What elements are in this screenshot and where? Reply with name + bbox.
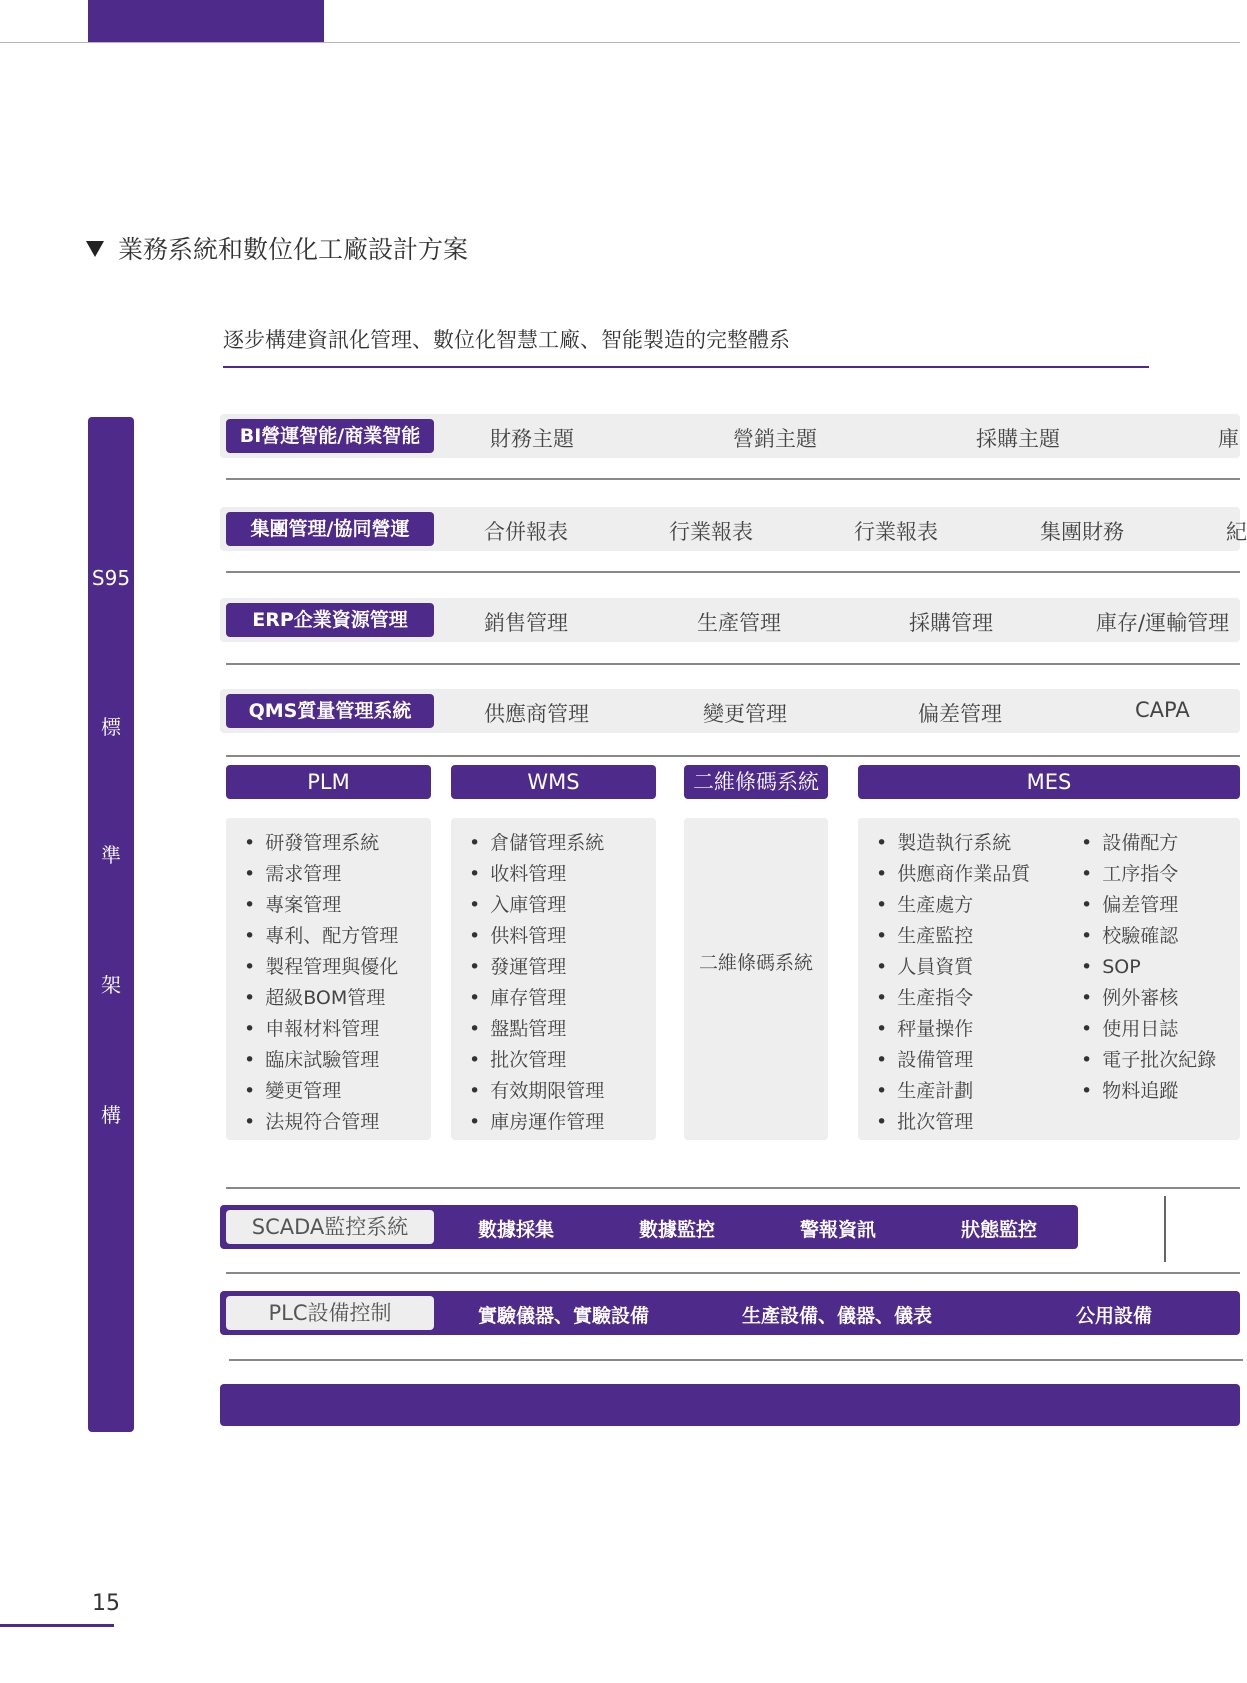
- list-item: • 製程管理與優化: [244, 952, 431, 983]
- row-item: 庫: [1218, 427, 1239, 451]
- list-item: • 臨床試驗管理: [244, 1045, 431, 1076]
- row-item: 營銷主題: [733, 427, 817, 451]
- list-item: • 有效期限管理: [469, 1076, 656, 1107]
- qr-header: 二維條碼系統: [684, 765, 828, 799]
- side-label-char: 架: [101, 973, 121, 997]
- page-number: 15: [92, 1591, 120, 1616]
- wms-box: [451, 818, 656, 1140]
- wms-list: [451, 818, 656, 1138]
- erp-tag: ERP企業資源管理: [226, 603, 434, 637]
- side-label-char: 標: [101, 715, 121, 739]
- list-item: • 生產指令: [876, 983, 1030, 1014]
- list-item: • 超級BOM管理: [244, 983, 431, 1014]
- list-item: • 盤點管理: [469, 1014, 656, 1045]
- list-item: • 批次管理: [876, 1107, 1030, 1138]
- row-item: 銷售管理: [484, 611, 568, 635]
- group-tag: 集團管理/協同營運: [226, 512, 434, 546]
- list-item: • 法規符合管理: [244, 1107, 431, 1138]
- header-rule: [0, 42, 1240, 43]
- list-item: • 專利、配方管理: [244, 921, 431, 952]
- list-item: • 秤量操作: [876, 1014, 1030, 1045]
- list-item: • 入庫管理: [469, 890, 656, 921]
- list-item: • 設備配方: [1081, 828, 1216, 859]
- list-item: • 校驗確認: [1081, 921, 1216, 952]
- subtitle: 逐步構建資訊化管理、數位化智慧工廠、智能製造的完整體系: [223, 328, 790, 352]
- side-label-s95: S95: [91, 566, 131, 590]
- vertical-divider: [1164, 1196, 1166, 1262]
- row-item: 偏差管理: [918, 702, 1002, 726]
- list-item: • 倉儲管理系統: [469, 828, 656, 859]
- mes-box: [858, 818, 1240, 1140]
- list-item: • 使用日誌: [1081, 1014, 1216, 1045]
- header-accent-bar: [88, 0, 324, 42]
- side-label-char: 準: [101, 843, 121, 867]
- list-item: • 供應商作業品質: [876, 859, 1030, 890]
- row-item: 採購管理: [909, 611, 993, 635]
- scada-item: 數據採集: [478, 1219, 555, 1241]
- list-item: • 生產監控: [876, 921, 1030, 952]
- list-item: • 設備管理: [876, 1045, 1030, 1076]
- plc-item: 公用設備: [1076, 1305, 1153, 1327]
- mes-list-2: [1081, 828, 1216, 1107]
- list-item: • 需求管理: [244, 859, 431, 890]
- divider: [226, 1187, 1240, 1189]
- plm-list: [226, 818, 431, 1138]
- list-item: • 生產處方: [876, 890, 1030, 921]
- row-item: 集團財務: [1040, 520, 1124, 544]
- row-item: 採購主題: [976, 427, 1060, 451]
- list-item: • 變更管理: [244, 1076, 431, 1107]
- mes-header: MES: [858, 765, 1240, 799]
- mes-list-1: [876, 828, 1030, 1138]
- list-item: • 電子批次紀錄: [1081, 1045, 1216, 1076]
- triangle-down-icon: [86, 241, 104, 257]
- section-title: [86, 230, 468, 266]
- page-number-underline: [0, 1624, 114, 1627]
- plc-item: 生產設備、儀器、儀表: [742, 1305, 933, 1327]
- plc-tag: PLC設備控制: [226, 1296, 434, 1330]
- plm-header: PLM: [226, 765, 431, 799]
- list-item: • 偏差管理: [1081, 890, 1216, 921]
- scada-item: 狀態監控: [961, 1219, 1038, 1241]
- wms-header: WMS: [451, 765, 656, 799]
- plc-item: 實驗儀器、實驗設備: [478, 1305, 650, 1327]
- list-item: • 例外審核: [1081, 983, 1216, 1014]
- row-item: 行業報表: [669, 520, 753, 544]
- qms-tag: QMS質量管理系統: [226, 694, 434, 728]
- row-item: 供應商管理: [484, 702, 589, 726]
- divider: [229, 1359, 1243, 1361]
- row-item: 庫存/運輸管理: [1096, 611, 1230, 635]
- row-item: 變更管理: [703, 702, 787, 726]
- row-item: CAPA: [1135, 698, 1190, 722]
- list-item: • 工序指令: [1081, 859, 1216, 890]
- qr-body: 二維條碼系統: [698, 952, 813, 974]
- plm-box: [226, 818, 431, 1140]
- list-item: • 發運管理: [469, 952, 656, 983]
- scada-item: 警報資訊: [800, 1219, 877, 1241]
- list-item: • 收料管理: [469, 859, 656, 890]
- divider: [226, 755, 1240, 757]
- bottom-band: [220, 1384, 1240, 1426]
- list-item: • 庫房運作管理: [469, 1107, 656, 1138]
- row-item: 行業報表: [854, 520, 938, 544]
- list-item: • SOP: [1081, 952, 1216, 983]
- list-item: • 專案管理: [244, 890, 431, 921]
- subtitle-underline: [223, 366, 1149, 368]
- list-item: • 庫存管理: [469, 983, 656, 1014]
- row-item: 生產管理: [697, 611, 781, 635]
- list-item: • 申報材料管理: [244, 1014, 431, 1045]
- bi-tag: BI營運智能/商業智能: [226, 419, 434, 453]
- list-item: • 物料追蹤: [1081, 1076, 1216, 1107]
- row-item: 紀: [1226, 520, 1247, 544]
- scada-item: 數據監控: [639, 1219, 716, 1241]
- list-item: • 製造執行系統: [876, 828, 1030, 859]
- row-item: 合併報表: [484, 520, 568, 544]
- divider: [226, 1272, 1240, 1274]
- list-item: • 人員資質: [876, 952, 1030, 983]
- scada-tag: SCADA監控系統: [226, 1210, 434, 1244]
- list-item: • 供料管理: [469, 921, 656, 952]
- section-title-text: 業務系統和數位化工廠設計方案: [118, 235, 469, 264]
- side-label-char: 構: [101, 1103, 121, 1127]
- list-item: • 生產計劃: [876, 1076, 1030, 1107]
- row-item: 財務主題: [490, 427, 574, 451]
- qr-box: [684, 818, 828, 1140]
- divider: [226, 478, 1240, 480]
- list-item: • 研發管理系統: [244, 828, 431, 859]
- divider: [226, 571, 1240, 573]
- list-item: • 批次管理: [469, 1045, 656, 1076]
- divider: [226, 663, 1240, 665]
